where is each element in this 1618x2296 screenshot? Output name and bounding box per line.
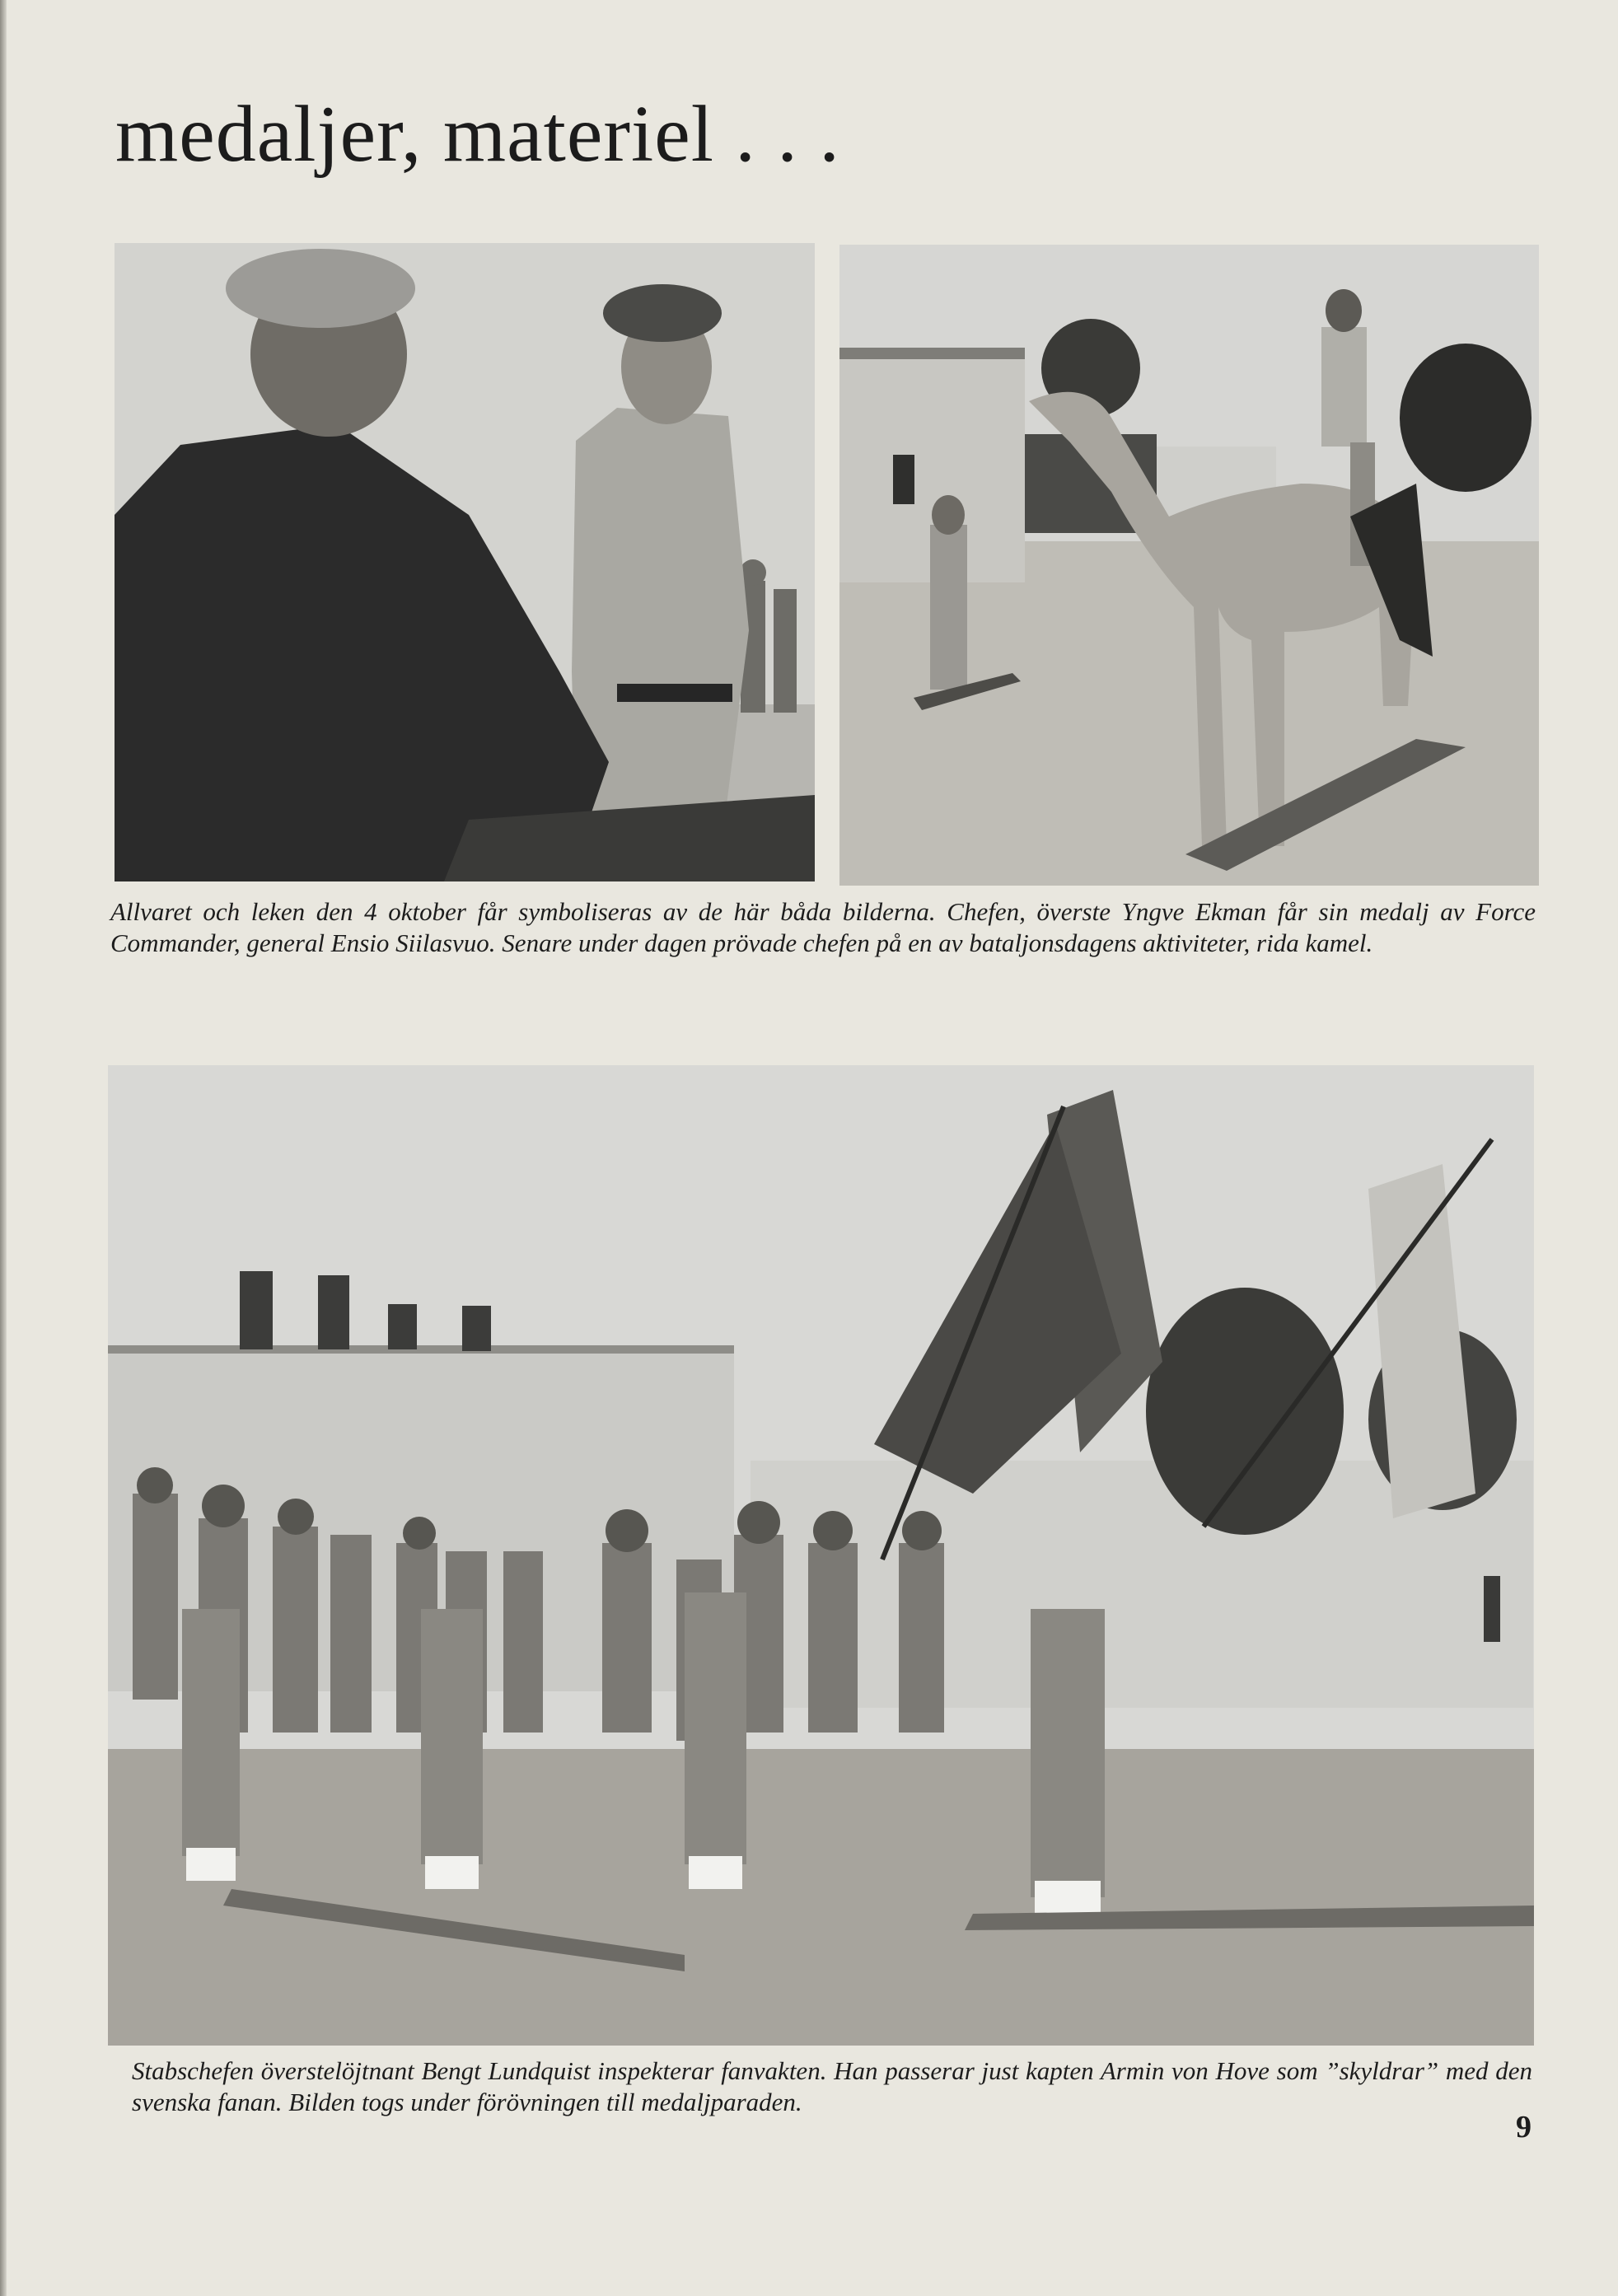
caption-bottom: Stabschefen överstelöjtnant Bengt Lundquist inspekterar fanvakten. Han passerar just kapten Armin von Hove som ”skyldrar” med den svenska fanan. Bilden togs under förövningen till medaljparaden. xyxy=(132,2056,1532,2116)
page-number: 9 xyxy=(1516,2110,1531,2144)
photo-flag-parade xyxy=(108,1065,1534,2046)
headline: medaljer, materiel . . . xyxy=(115,90,840,179)
caption-top: Allvaret och leken den 4 oktober får symboliseras av de här båda bilderna. Chefen, överste Yngve Ekman får sin medalj av Force Commander, general Ensio Siilasvuo. Senare under dagen prövade chefen på en av bataljonsdagens aktiviteter, rida kamel. xyxy=(110,897,1536,957)
photo-camel-ride xyxy=(839,245,1539,886)
photo-medal-handshake xyxy=(115,243,815,881)
page-edge xyxy=(0,0,7,2296)
